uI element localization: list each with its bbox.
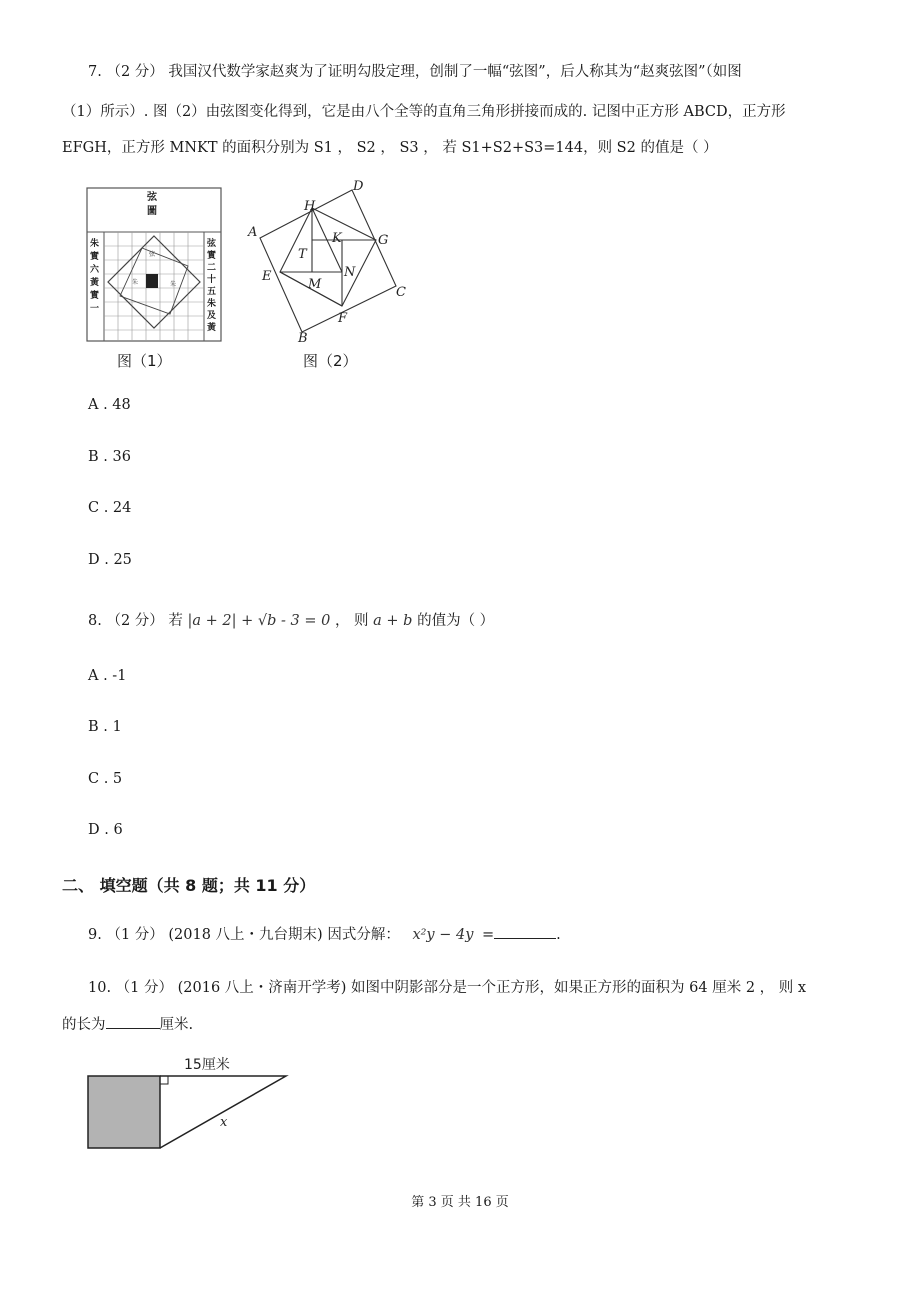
fig-x-label: x bbox=[220, 1115, 228, 1130]
fig1-top-char-2: 圖 bbox=[147, 206, 157, 217]
label-k: K bbox=[332, 231, 342, 246]
q9-equals: = bbox=[482, 927, 495, 943]
q10-answer-blank[interactable] bbox=[106, 1014, 160, 1029]
q8-suffix: 的值为（ ） bbox=[417, 613, 495, 629]
label-b: B bbox=[298, 331, 308, 344]
svg-text:實: 實 bbox=[207, 251, 217, 261]
q8-mid: ， 则 bbox=[334, 613, 369, 629]
q9-prefix: 9. （1 分） (2018 八上・九台期末) 因式分解： bbox=[88, 927, 400, 943]
q10-line2-prefix: 的长为 bbox=[62, 1017, 106, 1033]
q7-option-c[interactable]: C . 24 bbox=[88, 500, 132, 516]
q10-line2-suffix: 厘米. bbox=[159, 1017, 194, 1033]
fig1-top-char-1: 弦 bbox=[147, 192, 157, 203]
svg-text:及: 及 bbox=[207, 311, 217, 321]
q8-option-d[interactable]: D . 6 bbox=[88, 822, 123, 838]
q7-line2: （1）所示）. 图（2）由弦图变化得到，它是由八个全等的直角三角形拼接而成的. 记图中正方形 ABCD，正方形 bbox=[62, 104, 786, 120]
label-t: T bbox=[298, 247, 307, 262]
label-c: C bbox=[396, 285, 406, 300]
figure-1-caption: 图（1） bbox=[117, 352, 172, 370]
label-g: G bbox=[378, 233, 389, 248]
shaded-square-figure bbox=[84, 1052, 294, 1156]
q8-prefix: 8. （2 分） 若 bbox=[88, 613, 183, 629]
q7-option-b[interactable]: B . 36 bbox=[88, 449, 131, 465]
svg-text:實: 實 bbox=[90, 252, 100, 262]
q8-line bbox=[88, 611, 494, 631]
svg-text:朱: 朱 bbox=[207, 299, 217, 309]
q7-line3: EFGH，正方形 MNKT 的面积分别为 S1 ， S2 ， S3 ， 若 S1+S2+S3=144，则 S2 的值是（ ） bbox=[62, 140, 718, 156]
label-e: E bbox=[262, 269, 272, 284]
q8-option-b[interactable]: B . 1 bbox=[88, 719, 122, 735]
q10-line2 bbox=[62, 1014, 193, 1035]
fig-15cm-label: 15厘米 bbox=[184, 1057, 230, 1073]
svg-text:弦: 弦 bbox=[149, 251, 156, 258]
q8-option-c[interactable]: C . 5 bbox=[88, 771, 123, 787]
chord-diagram-figure-2 bbox=[240, 176, 415, 344]
q9-line bbox=[88, 924, 561, 945]
svg-text:朱: 朱 bbox=[170, 281, 177, 288]
svg-text:朱: 朱 bbox=[90, 239, 100, 249]
q8-ab: a + b bbox=[373, 613, 413, 629]
q7-option-a[interactable]: A . 48 bbox=[88, 397, 131, 413]
label-h: H bbox=[304, 199, 316, 214]
q9-period: . bbox=[556, 927, 561, 943]
figure-2-caption: 图（2） bbox=[303, 352, 358, 370]
svg-text:一: 一 bbox=[90, 304, 100, 314]
q8-option-a[interactable]: A . -1 bbox=[88, 668, 127, 684]
svg-text:黃: 黃 bbox=[207, 323, 217, 333]
section-2-title: 二、 填空题（共 8 题；共 11 分） bbox=[62, 876, 316, 895]
label-n: N bbox=[344, 265, 356, 280]
q8-formula: |a + 2| + √b - 3 = 0 bbox=[187, 613, 331, 629]
q7-option-d[interactable]: D . 25 bbox=[88, 552, 132, 568]
label-a: A bbox=[248, 225, 258, 240]
label-f: F bbox=[338, 311, 348, 326]
svg-text:六: 六 bbox=[90, 265, 100, 275]
q9-answer-blank[interactable] bbox=[494, 924, 556, 939]
page-footer: 第 3 页 共 16 页 bbox=[411, 1195, 509, 1210]
label-d: D bbox=[353, 179, 364, 194]
q9-formula: x²y − 4y bbox=[412, 927, 474, 943]
svg-text:朱: 朱 bbox=[132, 279, 139, 286]
svg-text:二: 二 bbox=[207, 263, 217, 273]
label-m: M bbox=[308, 277, 322, 292]
q7-line1: 7. （2 分） 我国汉代数学家赵爽为了证明勾股定理，创制了一幅“弦图”，后人称其为“赵爽弦图”（如图 bbox=[88, 64, 742, 80]
chord-diagram-figure-1 bbox=[84, 186, 224, 346]
svg-text:十: 十 bbox=[207, 275, 217, 285]
q10-line1: 10. （1 分） (2016 八上・济南开学考) 如图中阴影部分是一个正方形，如果正方形的面积为 64 厘米 2 ， 则 x bbox=[88, 980, 807, 996]
svg-text:黃: 黃 bbox=[90, 278, 100, 288]
svg-text:實: 實 bbox=[90, 291, 100, 301]
svg-text:弦: 弦 bbox=[207, 239, 217, 249]
svg-text:五: 五 bbox=[207, 287, 217, 297]
